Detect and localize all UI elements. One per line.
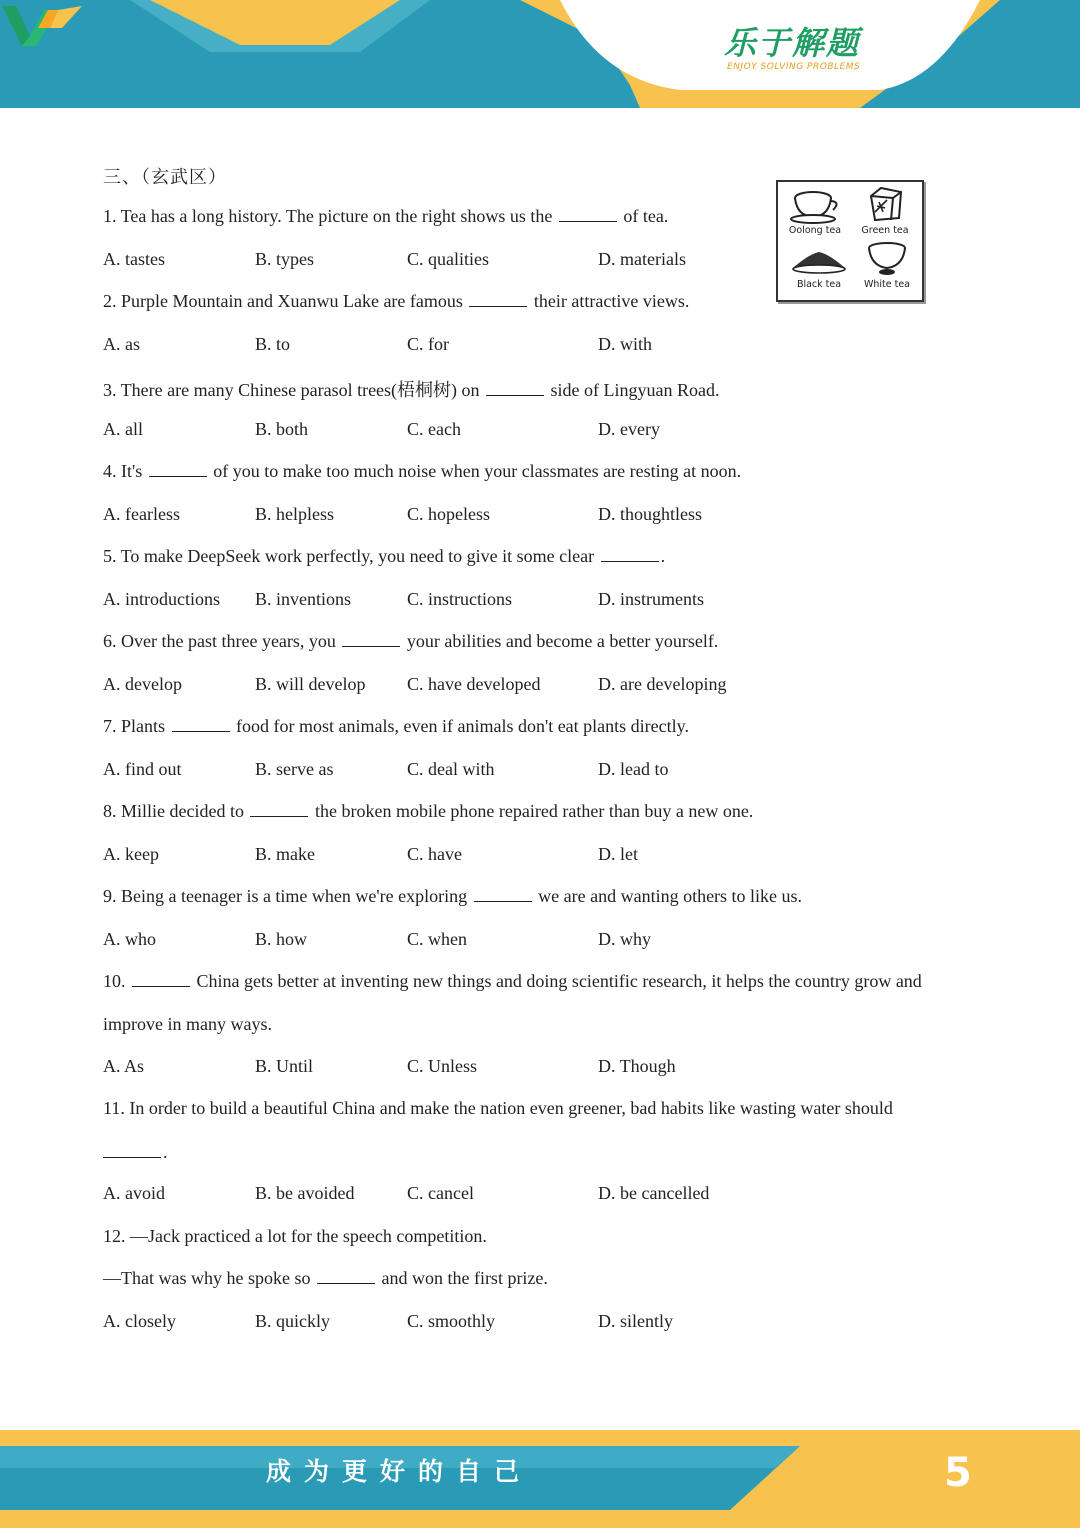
option-d: D. instruments <box>598 589 704 609</box>
option-a: A. closely <box>103 1311 176 1331</box>
tea-item-black <box>784 248 854 290</box>
question-stem: 2. Purple Mountain and Xuanwu Lake are famous their attractive views. <box>103 291 690 311</box>
option-a: A. find out <box>103 759 182 779</box>
option-b: B. types <box>255 249 315 269</box>
option-c: C. when <box>407 929 467 949</box>
answer-blank <box>474 887 532 902</box>
option-c: C. deal with <box>407 759 495 779</box>
answer-blank <box>342 632 400 647</box>
option-a: A. fearless <box>103 504 180 524</box>
tea-item-green <box>850 186 920 236</box>
option-c: C. have developed <box>407 674 541 694</box>
answer-blank <box>559 207 617 222</box>
question-stem-continued: . <box>103 1142 168 1163</box>
option-a: A. avoid <box>103 1183 165 1203</box>
answer-blank <box>469 292 527 307</box>
option-b: B. to <box>255 334 291 354</box>
option-c: C. each <box>407 419 461 439</box>
option-b: B. be avoided <box>255 1183 355 1203</box>
option-d: D. materials <box>598 249 686 269</box>
option-c: C. hopeless <box>407 504 490 524</box>
question-stem: 8. Millie decided to the broken mobile phone repaired rather than buy a new one. <box>103 801 754 821</box>
teacup-icon <box>789 188 841 224</box>
tea-label: Oolong tea <box>788 225 842 236</box>
option-d: D. Though <box>598 1056 676 1076</box>
option-a: A. As <box>103 1056 145 1076</box>
answer-blank <box>172 717 230 732</box>
tea-bowl-icon <box>865 240 909 278</box>
tea-item-white <box>852 240 922 290</box>
question-stem: 1. Tea has a long history. The picture on the right shows us the of tea. <box>103 206 669 226</box>
option-a: A. introductions <box>103 589 220 609</box>
question-stem-continued: —That was why he spoke so and won the first prize. <box>103 1268 548 1288</box>
option-a: A. who <box>103 929 156 949</box>
option-d: D. why <box>598 929 651 949</box>
page-header <box>0 0 1080 112</box>
option-d: D. lead to <box>598 759 669 779</box>
option-b: B. both <box>255 419 309 439</box>
option-d: D. be cancelled <box>598 1183 710 1203</box>
tea-leaves-pile-icon <box>791 248 847 278</box>
option-c: C. Unless <box>407 1056 478 1076</box>
answer-blank <box>317 1269 375 1284</box>
option-c: C. for <box>407 334 449 354</box>
option-c: C. instructions <box>407 589 513 609</box>
answer-blank <box>250 802 308 817</box>
option-a: A. tastes <box>103 249 165 269</box>
question-stem: 5. To make DeepSeek work perfectly, you need to give it some clear . <box>103 546 666 566</box>
question-stem: 4. It's of you to make too much noise when your classmates are resting at noon. <box>103 461 742 481</box>
answer-blank <box>132 972 190 987</box>
option-d: D. thoughtless <box>598 504 703 524</box>
question-stem-continued: improve in many ways. <box>103 1014 272 1034</box>
brand-tagline: ENJOY SOLVING PROBLEMS <box>727 62 861 72</box>
option-b: B. make <box>255 844 315 864</box>
option-d: D. are developing <box>598 674 727 694</box>
option-a: A. develop <box>103 674 182 694</box>
tea-label: Black tea <box>796 279 842 290</box>
option-b: B. quickly <box>255 1311 330 1331</box>
tea-label: Green tea <box>861 225 909 236</box>
section-title: 三、（玄武区） <box>103 167 227 187</box>
page-number: 5 <box>944 1450 972 1496</box>
question-stem: 7. Plants food for most animals, even if animals don't eat plants directly. <box>103 716 689 736</box>
question-stem: 11. In order to build a beautiful China and make the nation even greener, bad habits like wasting water should <box>103 1098 893 1118</box>
option-d: D. with <box>598 334 652 354</box>
answer-blank <box>601 547 659 562</box>
question-stem: 6. Over the past three years, you your abilities and become a better yourself. <box>103 631 719 651</box>
answer-blank <box>103 1143 161 1158</box>
header-banner <box>0 0 1080 112</box>
option-c: C. cancel <box>407 1183 474 1203</box>
answer-blank <box>149 462 207 477</box>
question-stem: 10. China gets better at inventing new things and doing scientific research, it helps the country grow and <box>103 971 922 991</box>
question-stem: 3. There are many Chinese parasol trees(梧桐树) on side of Lingyuan Road. <box>103 380 720 400</box>
option-d: D. let <box>598 844 638 864</box>
tea-item-oolong <box>780 188 850 236</box>
page-footer <box>0 1430 1080 1528</box>
tea-box-icon <box>863 186 907 224</box>
tea-label: White tea <box>863 279 911 290</box>
option-d: D. silently <box>598 1311 673 1331</box>
option-b: B. serve as <box>255 759 334 779</box>
brand-name: 乐于解题 <box>724 24 861 62</box>
brand-logo-icon <box>0 0 84 48</box>
question-stem: 9. Being a teenager is a time when we're exploring we are and wanting others to like us. <box>103 886 803 906</box>
option-c: C. qualities <box>407 249 489 269</box>
option-c: C. have <box>407 844 462 864</box>
option-c: C. smoothly <box>407 1311 496 1331</box>
tea-picture <box>776 180 924 302</box>
option-b: B. Until <box>255 1056 314 1076</box>
option-b: B. inventions <box>255 589 352 609</box>
option-a: A. as <box>103 334 140 354</box>
option-a: A. keep <box>103 844 159 864</box>
option-d: D. every <box>598 419 660 439</box>
answer-blank <box>486 381 544 396</box>
footer-slogan: 成为更好的自己 <box>266 1457 533 1486</box>
option-b: B. how <box>255 929 308 949</box>
question-stem: 12. —Jack practiced a lot for the speech competition. <box>103 1226 487 1246</box>
option-b: B. helpless <box>255 504 334 524</box>
footer-banner <box>0 1430 1080 1528</box>
option-b: B. will develop <box>255 674 366 694</box>
option-a: A. all <box>103 419 143 439</box>
